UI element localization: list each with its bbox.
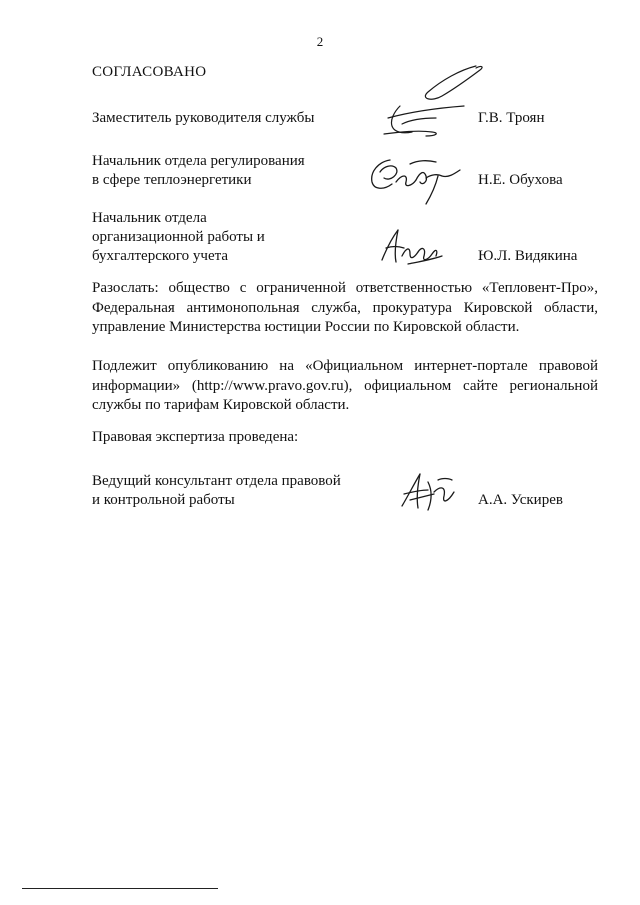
legal-signer-row	[92, 470, 592, 510]
approver-title: Начальник отдела регулирования в сфере теплоэнергетики	[92, 153, 305, 188]
distribution-paragraph	[92, 279, 598, 338]
publication-line: службы по тарифам Кировской области.	[92, 397, 350, 413]
signature-icon	[398, 470, 458, 514]
distribution-line: Разослать: общество с ограниченной ответственностью «Тепловент-Про»,	[92, 280, 598, 296]
signature-icon	[380, 62, 490, 144]
approver-title: Заместитель руководителя службы	[92, 110, 315, 126]
approval-row	[92, 150, 592, 190]
publication-line: Подлежит опубликованию на «Официальном интернет-портале правовой	[92, 358, 598, 374]
approver-name: Г.В. Троян	[478, 110, 545, 126]
approver-name: Н.Е. Обухова	[478, 172, 563, 188]
footer-rule	[22, 888, 218, 889]
approver-name: Ю.Л. Видякина	[478, 248, 578, 264]
publication-line: информации» (http://www.pravo.gov.ru), официальном сайте региональной	[92, 377, 598, 394]
legal-review-statement	[92, 428, 598, 448]
approval-heading: СОГЛАСОВАНО	[92, 64, 207, 80]
approver-title: Начальник отдела организационной работы и бухгалтерского учета	[92, 210, 265, 264]
distribution-line: Федеральная антимонопольная служба, прокуратура Кировской области,	[92, 299, 598, 316]
signer-title: Ведущий консультант отдела правовой и контрольной работы	[92, 473, 341, 508]
distribution-line: управление Министерства юстиции России по Кировской области.	[92, 319, 520, 335]
approval-row	[92, 208, 592, 266]
legal-review-text: Правовая экспертиза проведена:	[92, 429, 299, 445]
signer-name: А.А. Ускирев	[478, 492, 563, 508]
signature-icon	[366, 152, 466, 208]
page-number: 2	[316, 34, 324, 49]
signature-icon	[378, 226, 448, 272]
publication-paragraph	[92, 357, 598, 416]
approval-row	[92, 108, 592, 128]
